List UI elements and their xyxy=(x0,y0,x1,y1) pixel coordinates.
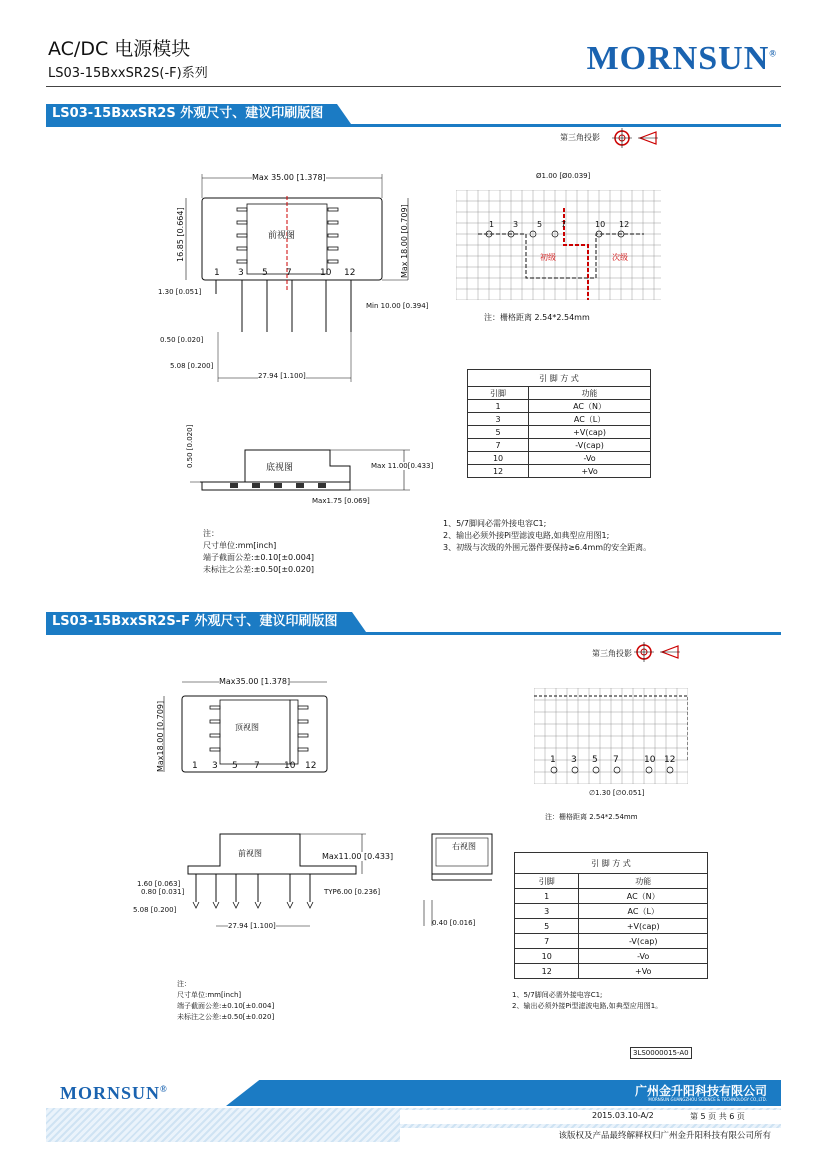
dim-edge: 5.08 [0.200] xyxy=(170,362,214,370)
footer-company: 广州金升阳科技有限公司 xyxy=(634,1084,767,1098)
dim-min-pin: Min 10.00 [0.394] xyxy=(366,302,429,310)
footer-company-en: MORNSUN GUANGZHOU SCIENCE & TECHNOLOGY CO.,LTD. xyxy=(648,1097,767,1102)
right-view-label: 右视图 xyxy=(452,842,476,851)
dim-thickness-2: 0.40 [0.016] xyxy=(432,919,476,927)
dim-max-length-2: Max35.00 [1.378] xyxy=(219,677,291,686)
remarks-1: 1、5/7脚间必需外接电容C1; 2、输出必须外接Pi型滤波电路,如典型应用图1; 3、初级与次级的外围元器件要保持≥6.4mm的安全距离。 xyxy=(443,519,652,552)
bottom-view-drawing xyxy=(190,430,420,510)
bottom-view-label: 底视图 xyxy=(266,463,294,473)
section1-band xyxy=(46,104,781,127)
dim-typ: TYP6.00 [0.236] xyxy=(324,888,381,896)
dim-side-thickness: 0.50 [0.020] xyxy=(186,424,194,468)
pcb-layout-grid-2 xyxy=(534,688,688,784)
grid-note: 注：栅格距离 2.54*2.54mm xyxy=(484,313,590,322)
footer-copyright: 该版权及产品最终解释权归广州金升阳科技有限公司所有 xyxy=(558,1131,771,1141)
remarks-2: 1、5/7脚间必需外接电容C1; 2、输出必须外接Pi型滤波电路,如典型应用图1。 xyxy=(512,991,663,1010)
section2-title: LS03-15BxxSR2S-F 外观尺寸、建议印刷版图 xyxy=(46,612,352,632)
footer-band xyxy=(46,1080,781,1106)
dim-max-height-2: Max18.00 [0.709] xyxy=(156,700,165,772)
document-code: 3LS0000015-A0 xyxy=(630,1047,692,1059)
front-view-drawing-2 xyxy=(180,830,390,934)
dim-pin-width-2: 1.60 [0.063] xyxy=(137,880,181,888)
dim-hole: Ø1.00 [Ø0.039] xyxy=(536,172,591,180)
primary-label: 初级 xyxy=(540,253,556,262)
dim-max-thickness: Max 11.00[0.433] xyxy=(371,462,434,470)
projection-label-1: 第三角投影 xyxy=(560,133,600,142)
front-view-label-2: 前视图 xyxy=(238,849,262,858)
page-title: AC/DC 电源模块 xyxy=(48,38,191,60)
footer-page: 第 5 页 共 6 页 xyxy=(690,1112,745,1121)
section1-title: LS03-15BxxSR2S 外观尺寸、建议印刷版图 xyxy=(46,104,337,124)
dim-max-bottom: Max1.75 [0.069] xyxy=(312,497,370,505)
dim-pin-width: 1.30 [0.051] xyxy=(158,288,202,296)
footer-version: 2015.03.10-A/2 xyxy=(592,1111,654,1120)
dim-pin-thickness: 0.50 [0.020] xyxy=(160,336,204,344)
projection-label-2: 第三角投影 xyxy=(592,649,632,658)
notes-2: 注： 尺寸单位:mm[inch] 端子截面公差:±0.10[±0.004] 未标注之公差:±0.50[±0.020] xyxy=(177,980,275,1021)
brand-logo: MORNSUN® xyxy=(586,40,777,77)
dim-max-thickness-2: Max11.00 [0.433] xyxy=(322,852,394,861)
header-divider xyxy=(46,86,781,87)
dim-height: 16.85 [0.664] xyxy=(176,207,185,262)
footer-logo: MORNSUN® xyxy=(60,1083,168,1103)
pin-table-2: 引 脚 方 式 引脚 功能 1 AC（N） 3 AC（L） 5 +V(cap) 7 -V(cap) 10 -Vo 12 +Vo xyxy=(514,852,708,979)
footer-copyright-box xyxy=(400,1128,781,1142)
footer-info xyxy=(400,1110,781,1124)
series-name: LS03-15BxxSR2S(-F)系列 xyxy=(48,66,208,81)
top-view-label: 顶视图 xyxy=(235,723,259,732)
dim-edge-2: 5.08 [0.200] xyxy=(133,906,177,914)
front-view-label: 前视图 xyxy=(268,231,296,241)
grid-note-2: 注：栅格距离 2.54*2.54mm xyxy=(545,813,638,821)
dim-pin-span-2: 27.94 [1.100] xyxy=(228,922,276,930)
projection-symbol-icon xyxy=(612,128,662,148)
dim-pin-thickness-2: 0.80 [0.031] xyxy=(141,888,185,896)
dim-max-height: Max 18.00 [0.709] xyxy=(400,204,409,278)
pcb-layout-grid xyxy=(456,190,661,300)
secondary-label: 次级 xyxy=(612,253,628,262)
dim-pin-span: 27.94 [1.100] xyxy=(258,372,306,380)
pin-table-1: 引 脚 方 式 引脚 功能 1 AC（N） 3 AC（L） 5 +V(cap) 7 -V(cap) 10 -Vo 12 +Vo xyxy=(467,369,651,478)
projection-symbol-icon xyxy=(634,642,684,662)
section2-band xyxy=(46,612,781,635)
notes-1: 注： 尺寸单位:mm[inch] 端子截面公差:±0.10[±0.004] 未标注之公差:±0.50[±0.020] xyxy=(203,529,315,574)
dim-hole-2: ∅1.30 [∅0.051] xyxy=(589,789,645,797)
dim-max-length: Max 35.00 [1.378] xyxy=(252,173,326,182)
